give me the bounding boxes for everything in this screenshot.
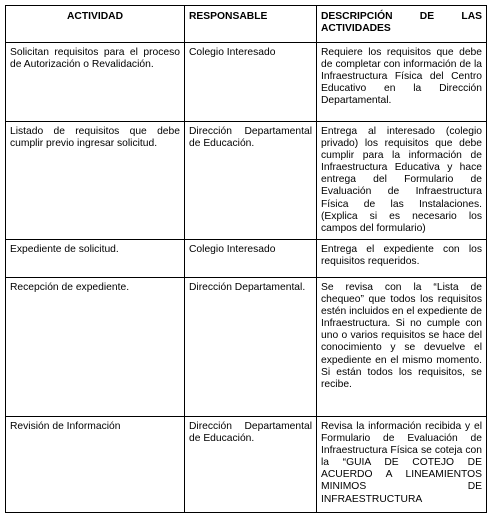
activity-cell: Revisión de Información xyxy=(6,417,185,513)
description-cell: Entrega al interesado (colegio privado) los requisitos que debe cumplir para la información de Infraestructura Educativa y hace entrega del Formulario de Evaluación de Infraestructura Física de las Instalaciones. (Explica si es necesario los campos del formulario) xyxy=(317,122,487,240)
description-cell: Se revisa con la “Lista de chequeo” que todos los requisitos estén incluidos en el expediente de Infraestructura. Si no cumple con uno o varios requisitos se hace del conocimiento y se devuelve el expediente en el mismo momento. Si están todos los requisitos, se recibe. xyxy=(317,278,487,417)
table-row xyxy=(6,417,487,513)
table-row xyxy=(6,240,487,278)
description-cell: Entrega el expediente con los requisitos requeridos. xyxy=(317,240,487,278)
table-row xyxy=(6,43,487,122)
activity-cell: Listado de requisitos que debe cumplir previo ingresar solicitud. xyxy=(6,122,185,240)
activities-table xyxy=(5,5,487,513)
header-activity: ACTIVIDAD xyxy=(6,6,185,43)
responsible-cell: Dirección Departamental. xyxy=(185,278,317,417)
activity-cell: Expediente de solicitud. xyxy=(6,240,185,278)
description-cell: Revisa la información recibida y el Formulario de Evaluación de Infraestructura Física se coteja con la “GUIA DE COTEJO DE ACUERDO A LINEAMIENTOS MINIMOS DE INFRAESTRUCTURA xyxy=(317,417,487,513)
activity-cell: Recepción de expediente. xyxy=(6,278,185,417)
activity-cell: Solicitan requisitos para el proceso de Autorización o Revalidación. xyxy=(6,43,185,122)
responsible-cell: Dirección Departamental de Educación. xyxy=(185,417,317,513)
header-description: DESCRIPCIÓN DE LAS ACTIVIDADES xyxy=(317,6,487,43)
table-row xyxy=(6,122,487,240)
description-cell: Requiere los requisitos que debe de completar con información de la Infraestructura Física del Centro Educativo en la Dirección Departamental. xyxy=(317,43,487,122)
header-responsible: RESPONSABLE xyxy=(185,6,317,43)
table-row xyxy=(6,278,487,417)
table-header-row xyxy=(6,6,487,43)
responsible-cell: Colegio Interesado xyxy=(185,240,317,278)
responsible-cell: Dirección Departamental de Educación. xyxy=(185,122,317,240)
responsible-cell: Colegio Interesado xyxy=(185,43,317,122)
